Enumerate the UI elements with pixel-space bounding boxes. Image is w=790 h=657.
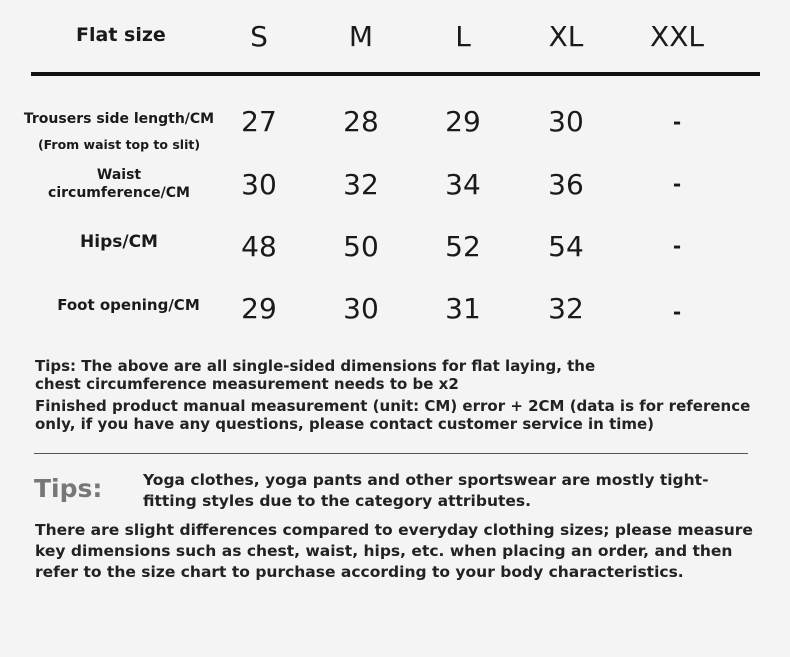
cell-foot-xl: 32 — [548, 292, 584, 325]
header-divider — [31, 72, 760, 76]
row-label-side-length-main: Trousers side length/CM — [23, 111, 215, 127]
note-line-4: only, if you have any questions, please contact customer service in time) — [35, 415, 655, 433]
row-label-waist-line2: circumference/CM — [48, 185, 190, 201]
cell-hips-l: 52 — [445, 230, 481, 263]
cell-side-length-s: 27 — [241, 105, 277, 138]
header-size-xxl: XXL — [650, 20, 704, 53]
row-label-hips: Hips/CM — [80, 232, 158, 252]
note-line-2: chest circumference measurement needs to be x2 — [35, 375, 459, 393]
header-size-s: S — [250, 20, 268, 53]
cell-side-length-m: 28 — [343, 105, 379, 138]
header-flat-size: Flat size — [76, 24, 166, 46]
row-label-side-length — [20, 110, 218, 154]
cell-hips-xxl: - — [672, 234, 682, 258]
header-size-m: M — [348, 20, 374, 53]
cell-waist-xl: 36 — [548, 168, 584, 201]
tips-heading: Tips: — [34, 474, 103, 503]
header-size-xl: XL — [548, 20, 584, 53]
row-label-side-length-sub: (From waist top to slit) — [37, 137, 201, 152]
cell-side-length-xxl: - — [672, 110, 682, 134]
sizing-notice: There are slight differences compared to everyday clothing sizes; please measure key dimensions such as chest, waist, hips, etc. when placing an order, and then refer to the size chart to purchase according to your body characteristics. — [35, 521, 753, 581]
row-label-waist — [20, 166, 218, 202]
cell-foot-xxl: - — [672, 300, 682, 324]
cell-waist-l: 34 — [445, 168, 481, 201]
measurement-notes — [35, 357, 750, 433]
cell-foot-s: 29 — [241, 292, 277, 325]
cell-side-length-xl: 30 — [548, 105, 584, 138]
row-label-foot-opening: Foot opening/CM — [57, 296, 200, 314]
cell-side-length-l: 29 — [445, 105, 481, 138]
section-divider — [34, 453, 748, 454]
note-line-1: Tips: The above are all single-sided dimensions for flat laying, the — [35, 357, 596, 375]
note-line-3: Finished product manual measurement (unit: CM) error + 2CM (data is for reference — [35, 397, 751, 415]
row-label-waist-line1: Waist — [96, 167, 142, 183]
cell-waist-s: 30 — [241, 168, 277, 201]
cell-foot-l: 31 — [445, 292, 481, 325]
cell-hips-m: 50 — [343, 230, 379, 263]
cell-waist-xxl: - — [672, 172, 682, 196]
cell-foot-m: 30 — [343, 292, 379, 325]
cell-waist-m: 32 — [343, 168, 379, 201]
header-size-l: L — [455, 20, 471, 53]
cell-hips-s: 48 — [241, 230, 277, 263]
tips-text: Yoga clothes, yoga pants and other sportswear are mostly tight-fitting styles due to the category attributes. — [143, 471, 709, 510]
cell-hips-xl: 54 — [548, 230, 584, 263]
